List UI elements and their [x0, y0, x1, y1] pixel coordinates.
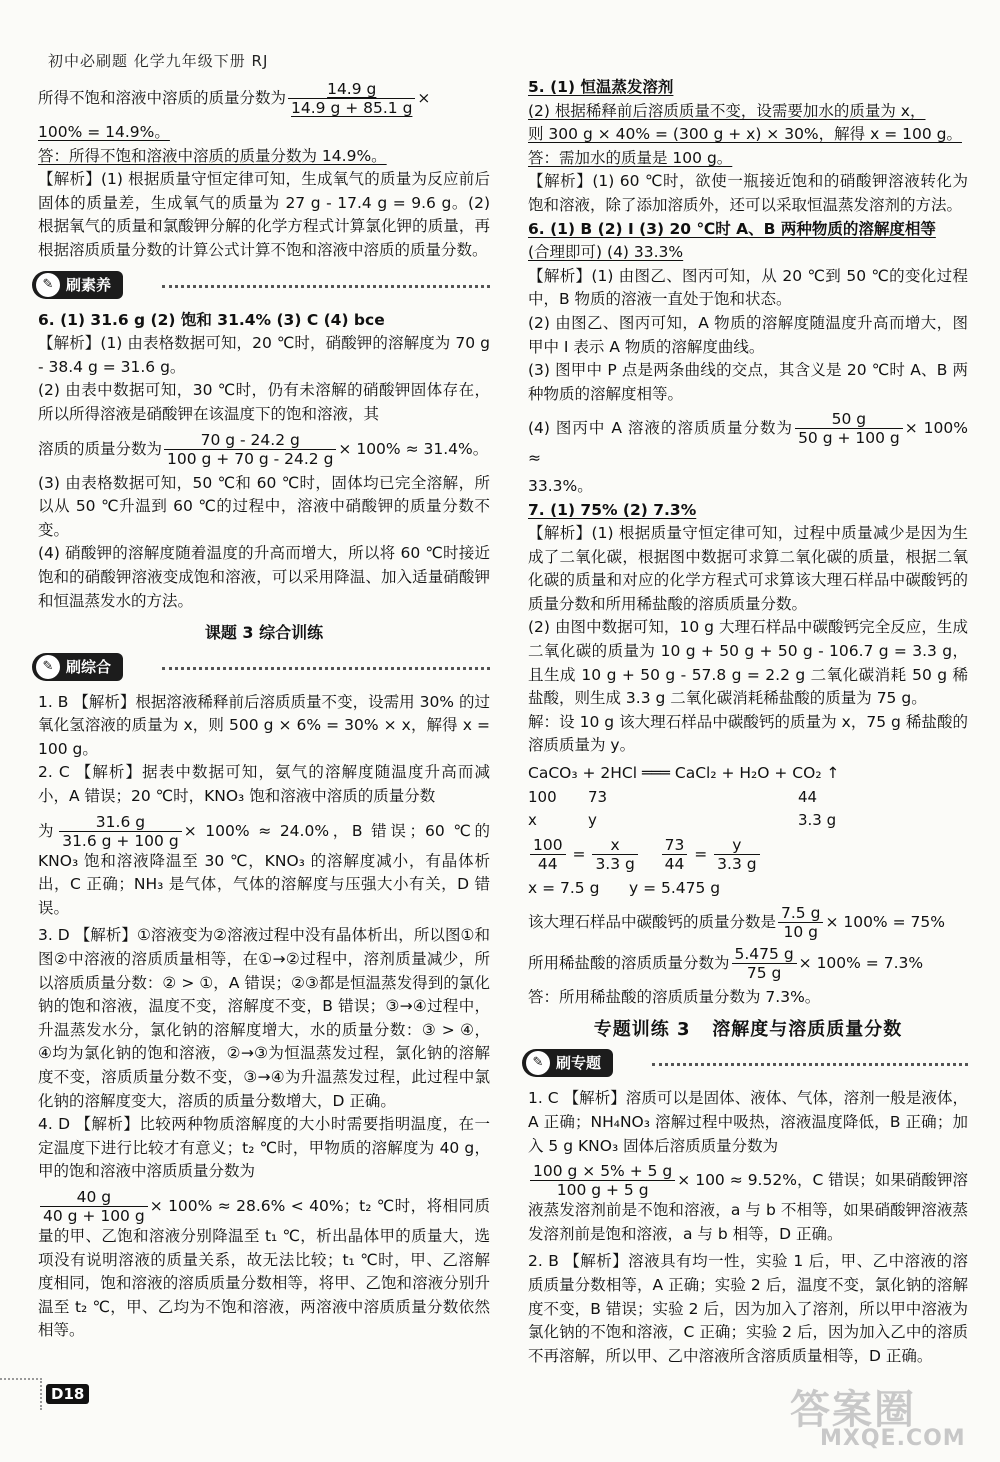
- analysis-paragraph: 【解析】(1) 60 ℃时，欲使一瓶接近饱和的硝酸钾溶液转化为饱和溶液，除了添加溶质外，还可以采取恒温蒸发溶剂的方法。: [528, 172, 968, 214]
- analysis-paragraph: 【解析】(1) 由表格数据可知，20 ℃时，硝酸钾的溶解度为 70 g - 38.4 g = 31.6 g。: [38, 334, 490, 376]
- equation-table: 100 73 44 x y 3.3 g: [528, 787, 837, 829]
- analysis-paragraph: 【解析】(1) 根据质量守恒定律可知，过程中质量减少是因为生成了二氧化碳，根据图中数据可求算二氧化碳的质量，根据二氧化碳的质量和对应的化学方程式可求算该大理石样品中碳酸钙的质量分数和所用稀盐酸的溶质质量分数。: [528, 524, 968, 613]
- answer-line: 答：所得不饱和溶液中溶质的质量分数为 14.9%。: [38, 146, 387, 165]
- analysis-paragraph: (2) 由图中数据可知，10 g 大理石样品中碳酸钙完全反应，生成二氧化碳的质量为 10 g + 50 g + 50 g - 106.7 g = 3.3 g，且生成 10 g + 50 g - 57.8 g = 2.2 g 二氧化碳消耗 50 g 稀盐酸，则生成 3.3 g 二氧化碳消耗稀盐酸的质量为 75 g。: [528, 618, 968, 708]
- badge-row: [32, 651, 490, 685]
- fraction: $\frac{14.9 g}{14.9 g + 85.1 g}$: [288, 80, 415, 117]
- watermark-url: MXQE.COM: [820, 1426, 966, 1451]
- analysis-paragraph: (3) 图甲中 P 点是两条曲线的交点，其含义是 20 ℃时 A、B 两种物质的溶解度相等。: [528, 361, 968, 403]
- answer-paragraph: 2. B 【解析】溶液具有均一性，实验 1 后，甲、乙中溶液的溶质质量分数相等，A 正确；实验 2 后，温度不变，氯化钠的溶解度不变，B 错误；实验 2 后，因为加入了溶剂，所以甲中溶液为氯化钠的不饱和溶液，C 正确；实验 2 后，因为加入乙中的溶质不再溶解，所以甲、乙中溶液所含溶质质量相等，D 正确。: [528, 1252, 968, 1365]
- right-column: [528, 76, 968, 1368]
- answer-paragraph: 为 $\frac{31.6 g}{31.6 g + 100 g}$ × 100% ≈ 24.0%，B 错误；60 ℃的 KNO₃ 饱和溶液降温至 30 ℃，KNO₃ 的溶解度减小，有晶体析出，C 正确；NH₃ 是气体，气体的溶解度与压强大小有关，D 错误。: [38, 812, 490, 917]
- analysis-paragraph: (2) 由表中数据可知，30 ℃时，仍有未溶解的硝酸钾固体存在，所以所得溶液是硝酸钾在该温度下的饱和溶液，其: [38, 381, 490, 423]
- answer-paragraph: 2. C 【解析】据表中数据可知，氨气的溶解度随温度升高而减小，A 错误；20 ℃时，KNO₃ 饱和溶液中溶质的质量分数: [38, 763, 490, 806]
- analysis-paragraph: (3) 由表格数据可知，50 ℃和 60 ℃时，固体均已完全溶解，所以从 50 ℃升温到 60 ℃的过程中，溶液中硝酸钾的质量分数不变。: [38, 473, 490, 539]
- answer-paragraph: 1. B 【解析】根据溶液稀释前后溶质质量不变，设需用 30% 的过氧化氢溶液的质量为 x，则 500 g × 6% = 30% × x，解得 x = 100 g。: [38, 692, 490, 758]
- answer-line: (2) 根据稀释前后溶质质量不变，设需要加水的质量为 x，: [528, 101, 926, 120]
- dotted-divider: [162, 285, 490, 288]
- solution-line: x = 7.5 g y = 5.475 g: [528, 878, 721, 897]
- answer-line: 6. (1) B (2) Ⅰ (3) 20 ℃时 A、B 两种物质的溶解度相等: [528, 219, 936, 238]
- answer-line: 则 300 g × 40% = (300 g + x) × 30%，解得 x = 100 g。: [528, 125, 962, 144]
- answer-line: 7. (1) 75% (2) 7.3%: [528, 500, 697, 519]
- fraction: $\frac{70 g - 24.2 g}{100 g + 70 g - 24.2 g}$: [164, 431, 336, 468]
- watermark: 答案圈: [790, 1387, 916, 1433]
- section-badge: ✎ 刷综合: [32, 653, 123, 681]
- fraction: $\frac{100 g \times 5\% + 5 g}{100 g + 5 g}$: [530, 1162, 675, 1199]
- section-badge: ✎ 刷素养: [32, 271, 123, 299]
- answer-paragraph: 4. D 【解析】比较两种物质溶解度的大小时需要指明温度，在一定温度下进行比较才有意义；t₂ ℃时，甲物质的溶解度为 40 g，甲的饱和溶液中溶质质量分数为: [38, 1115, 490, 1181]
- answer-paragraph: 1. C 【解析】溶质可以是固体、液体、气体，溶剂一般是液体，A 正确；NH₄NO₃ 溶解过程中吸热，溶液温度降低，B 正确；加入 5 g KNO₃ 固体后溶质质量分数为: [528, 1089, 968, 1155]
- answer-line: 5. (1) 恒温蒸发溶剂: [528, 78, 674, 96]
- text-line: 所得不饱和溶液中溶质的质量分数为 $\frac{14.9 g}{14.9 g + 85.1 g}$ ×: [38, 80, 431, 117]
- analysis-paragraph: (4) 图丙中 A 溶液的溶质质量分数为 $\frac{50 g}{50 g + 100 g}$ × 100% ≈: [528, 410, 968, 468]
- result-line: 该大理石样品中碳酸钙的质量分数是 $\frac{7.5 g}{10 g}$ × 100% = 75%: [528, 904, 945, 942]
- analysis-paragraph: 解：设 10 g 该大理石样品中碳酸钙的质量为 x，75 g 稀盐酸的溶质质量为 y。: [528, 712, 968, 755]
- pencil-icon: ✎: [36, 655, 60, 679]
- section-title: 课题 3 综合训练: [204, 623, 324, 643]
- answer-line: (合理即可) (4) 33.3%: [528, 243, 684, 262]
- answer-paragraph: 3. D 【解析】①溶液变为②溶液过程中没有晶体析出，所以图①和图②中溶液的溶质质量相等，在①→②过程中，溶剂质量减少，所以溶质质量分数：② > ①，A 错误；②③都是恒温蒸发得到的氯化钠的饱和溶液，温度不变，溶解度不变，B 错误；③→④过程中，升温蒸发水分，氯化钠的溶解度增大，水的质量分数：③ > ④，④均为氯化钠的饱和溶液，②→③为恒温蒸发过程，氯化钠的溶解度不变，溶质质量分数不变，③→④为升温蒸发过程，此过程中氯化钠的溶解度变大，溶质的质量分数增大，D 正确。: [38, 926, 490, 1110]
- page-header: 初中必刷题 化学九年级下册 RJ: [48, 52, 269, 70]
- pencil-icon: ✎: [526, 1051, 550, 1075]
- badge-row: [32, 269, 490, 303]
- answer-line: 答：需加水的质量是 100 g。: [528, 148, 733, 167]
- text-line: 100% = 14.9%。: [38, 123, 170, 141]
- analysis-paragraph: 【解析】(1) 由图乙、图丙可知，从 20 ℃到 50 ℃的变化过程中，B 物质的溶液一直处于饱和状态。: [528, 266, 968, 309]
- fraction: $\frac{50 g}{50 g + 100 g}$: [795, 410, 903, 447]
- answer-line: 6. (1) 31.6 g (2) 饱和 31.4% (3) C (4) bce: [38, 310, 385, 329]
- dotted-divider: [652, 1063, 968, 1066]
- fraction: $\frac{31.6 g}{31.6 g + 100 g}$: [59, 813, 181, 850]
- pencil-icon: ✎: [36, 273, 60, 297]
- section-badge: ✎ 刷专题: [522, 1049, 613, 1077]
- text-line: 溶质的质量分数为 $\frac{70 g - 24.2 g}{100 g + 70 g - 24.2 g}$ × 100% ≈ 31.4%。: [38, 430, 489, 468]
- dotted-divider: [162, 667, 490, 670]
- corner-decoration: [0, 1378, 42, 1410]
- result-line: 所用稀盐酸的溶质质量分数为 $\frac{5.475 g}{75 g}$ × 100% = 7.3%: [528, 945, 924, 983]
- fraction: $\frac{40 g}{40 g + 100 g}$: [40, 1188, 148, 1225]
- section-title: 专题训练 3 溶解度与溶质质量分数: [593, 1018, 903, 1040]
- analysis-paragraph: 【解析】(1) 根据质量守恒定律可知，生成氧气的质量为反应前后固体的质量差，生成氧气的质量为 27 g - 17.4 g = 9.6 g。(2) 根据氧气的质量和氯酸钾分解的化学方程式计算氯化钾的质量，再根据溶质质量分数的计算公式计算不饱和溶液中溶质的质量分数。: [38, 170, 490, 259]
- answer-line: 答：所用稀盐酸的溶质质量分数为 7.3%。: [528, 988, 821, 1007]
- answer-paragraph: $\frac{40 g}{40 g + 100 g}$ × 100% ≈ 28.6% < 40%；t₂ ℃时，将相同质量的甲、乙饱和溶液分别降温至 t₁ ℃，析出晶体甲的质量大，选项没有说明溶液的质量关系，故无法比较；t₁ ℃时，甲、乙溶解度相同，饱和溶液的溶质质量分数相等，将甲、乙饱和溶液分别升温至 t₂ ℃，甲、乙均为不饱和溶液，两溶液中溶质质量分数依然相等。: [38, 1187, 490, 1340]
- proportion-line: $\frac{100}{44}$ = $\frac{x}{3.3 g}$ $\frac{73}{44}$ = $\frac{y}{3.3 g}$: [528, 836, 968, 873]
- analysis-paragraph: (2) 由图乙、图丙可知，A 物质的溶解度随温度升高而增大，图甲中 Ⅰ 表示 A 物质的溶解度曲线。: [528, 313, 968, 356]
- analysis-paragraph: (4) 硝酸钾的溶解度随着温度的升高而增大，所以将 60 ℃时接近饱和的硝酸钾溶液变成饱和溶液，可以采用降温、加入适量硝酸钾和恒温蒸发水的方法。: [38, 544, 490, 610]
- text-line: 33.3%。: [528, 476, 593, 495]
- page-number: D18: [46, 1384, 89, 1404]
- left-column: [38, 76, 490, 1347]
- answer-paragraph: $\frac{100 g \times 5\% + 5 g}{100 g + 5 g}$ × 100 ≈ 9.52%，C 错误；如果硝酸钾溶液蒸发溶剂前是不饱和溶液，a 与 b 不相等，如果硝酸钾溶液蒸发溶剂前是饱和溶液，a 与 b 相等，D 正确。: [528, 1162, 968, 1243]
- badge-row: [522, 1047, 968, 1081]
- chemical-equation: CaCO₃ + 2HCl ═══ CaCl₂ + H₂O + CO₂ ↑: [528, 764, 840, 783]
